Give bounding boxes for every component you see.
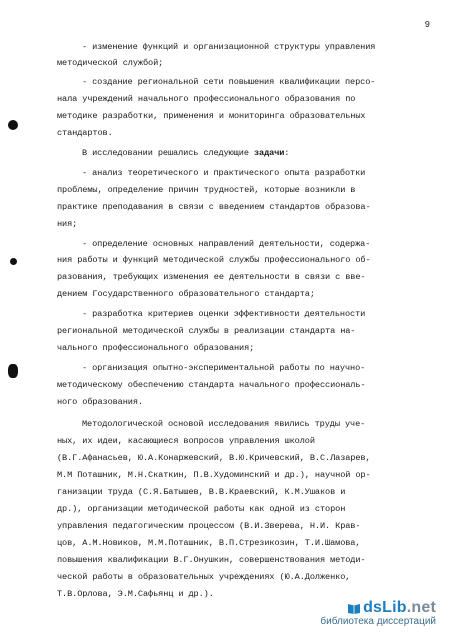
text-line: методическому обеспечению стандарта начального профессиональ- bbox=[57, 380, 366, 390]
text-line: повышения квалификации В.Г.Онушкин, совершенствования методи- bbox=[57, 555, 366, 565]
text-line: проблемы, определение причин трудностей, которые возникли в bbox=[57, 185, 356, 195]
binder-hole-top bbox=[8, 120, 18, 130]
text-line: цов, А.М.Новиков, М.М.Поташник, В.П.Стрезикозин, Т.И.Шамова, bbox=[57, 538, 361, 548]
watermark-logo-main: dsLib bbox=[363, 599, 407, 616]
text-line: ных, их идеи, касающиеся вопросов управления школой bbox=[57, 436, 315, 446]
watermark-logo-suffix: .net bbox=[406, 599, 436, 616]
tasks-heading-lead: В исследовании решались следующие bbox=[82, 148, 249, 158]
watermark-caption: библиотека диссертаций bbox=[320, 616, 436, 627]
text-line: стандартов. bbox=[57, 128, 113, 138]
text-line: ного образования. bbox=[57, 397, 143, 407]
text-line: дением Государственного образовательного стандарта; bbox=[57, 289, 315, 299]
binder-hole-lower bbox=[8, 364, 18, 378]
text-line: - разработка критериев оценки эффективности деятельности bbox=[82, 309, 366, 319]
text-line: управления педагогическим процессом (В.И.Зверева, Н.И. Крав- bbox=[57, 521, 361, 531]
text-line: Методологической основой исследования явились труды уче- bbox=[82, 419, 366, 429]
text-line: ния; bbox=[57, 219, 78, 229]
text-line: - определение основных направлений деятельности, содержа- bbox=[82, 239, 371, 249]
text-line: методике разработки, применения и мониторинга образовательных bbox=[57, 111, 366, 121]
text-line: М.М Поташник, М.Н.Скаткин, П.В.Худоминский и др.), научной ор- bbox=[57, 470, 371, 480]
text-line: ческой работы в образовательных учреждениях (Ю.А.Долженко, bbox=[57, 572, 351, 582]
text-line: - организация опытно-экспериментальной работы по научно- bbox=[82, 363, 366, 373]
text-line: Т.В.Орлова, Э.М.Сафьянц и др.). bbox=[57, 589, 214, 599]
text-line: - создание региональной сети повышения квалификации персо- bbox=[82, 77, 376, 87]
text-line: практике преподавания в связи с введением стандартов образова- bbox=[57, 202, 371, 212]
page-number: 9 bbox=[424, 20, 430, 30]
tasks-heading-tail: : bbox=[284, 148, 290, 158]
book-icon bbox=[347, 602, 361, 614]
text-line: - изменение функций и организационной структуры управления bbox=[82, 42, 376, 52]
text-line: региональной методической службы в реализации стандарта на- bbox=[57, 326, 356, 336]
watermark-logo-text bbox=[363, 599, 436, 617]
text-line: чального профессионального образования; bbox=[57, 343, 255, 353]
dslib-watermark[interactable] bbox=[320, 599, 436, 627]
tasks-heading-bold: задачи bbox=[253, 148, 285, 158]
text-line: ганизации труда (С.Я.Батышев, В.В.Краевский, К.М.Ушаков и bbox=[57, 487, 346, 497]
watermark-logo bbox=[320, 599, 436, 617]
text-line: (В.Г.Афанасьев, Ю.А.Конаржевский, В.Ю.Кричевский, В.С.Лазарев, bbox=[57, 453, 371, 463]
text-line: методической службой; bbox=[57, 58, 164, 68]
tasks-heading bbox=[82, 148, 289, 159]
text-line: др.), организации методической работы как одной из сторон bbox=[57, 504, 346, 514]
text-line: нала учреждений начального профессионального образования по bbox=[57, 94, 356, 104]
binder-hole-middle bbox=[10, 258, 17, 265]
text-line: разования, требующих изменения ее деятельности в связи с вве- bbox=[57, 272, 366, 282]
text-line: ния работы и функций методической службы профессионального об- bbox=[57, 255, 371, 265]
text-line: - анализ теоретического и практического опыта разработки bbox=[82, 168, 366, 178]
